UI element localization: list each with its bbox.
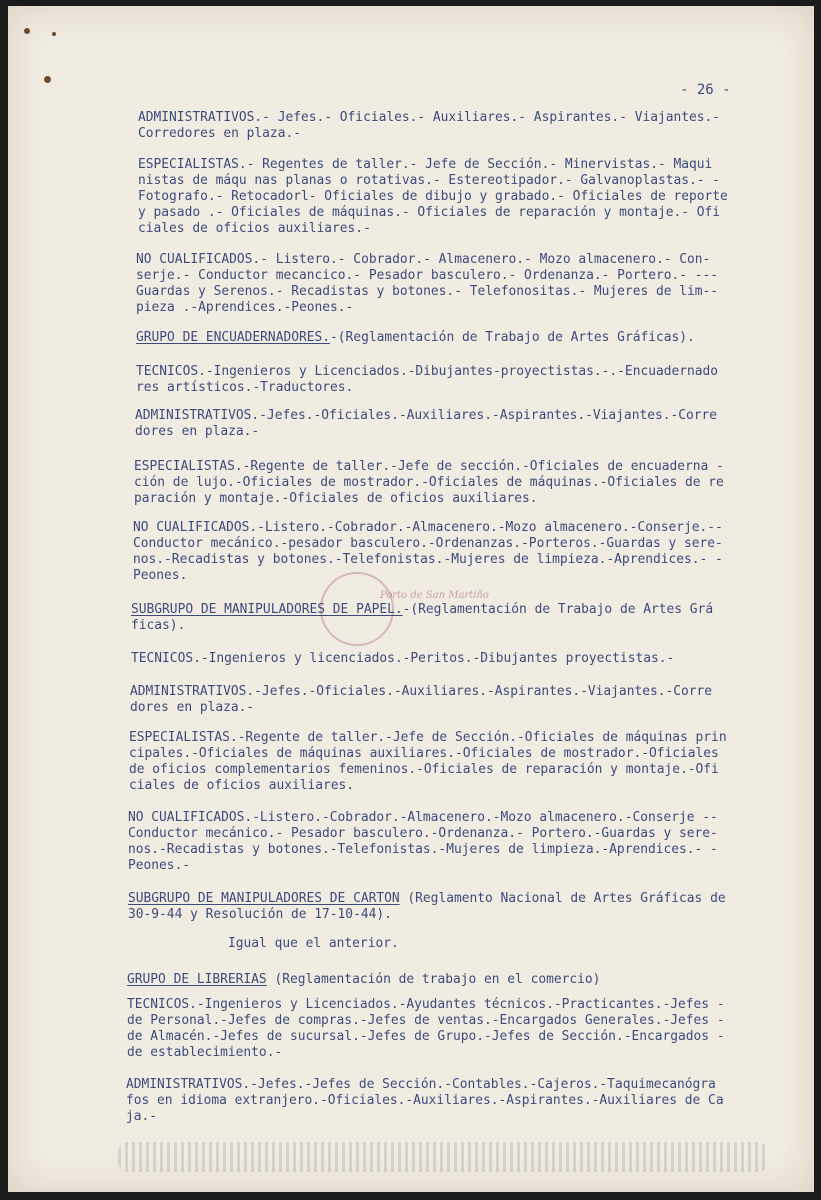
paragraph bbox=[129, 730, 727, 794]
paragraph-text: ESPECIALISTAS.-Regente de taller.-Jefe de sección.-Oficiales de encuaderna - ción de lujo.-Oficiales de mostrador.-Oficiales de máquinas.-Oficiales de re paración y montaje.-Oficiales de oficios auxiliares. bbox=[134, 459, 724, 506]
paragraph bbox=[228, 936, 399, 952]
punch-hole-mark bbox=[44, 76, 51, 83]
paragraph-text: ADMINISTRATIVOS.-Jefes.-Oficiales.-Auxiliares.-Aspirantes.-Viajantes.-Corre dores en plaza.- bbox=[135, 408, 718, 439]
page-number: - 26 - bbox=[680, 82, 731, 98]
paragraph-text: ADMINISTRATIVOS.- Jefes.- Oficiales.- Auxiliares.- Aspirantes.- Viajantes.- Corredores en plaza.- bbox=[138, 110, 721, 141]
paragraph-text: TECNICOS.-Ingenieros y Licenciados.-Dibujantes-proyectistas.-.-Encuadernado res artísticos.-Traductores. bbox=[136, 364, 719, 395]
paragraph bbox=[136, 252, 718, 316]
paragraph-text: NO CUALIFICADOS.-Listero.-Cobrador.-Almacenero.-Mozo almacenero.-Conserje.-- Conductor mecánico.-pesador basculero.-Ordenanzas.-Porteros.-Guardas y sere- nos.-Recadistas y botones.-Telefonistas.-Mujeres de limpieza.-Aprendices.- - Peones. bbox=[133, 520, 723, 583]
punch-hole-mark bbox=[24, 28, 30, 34]
section-heading: SUBGRUPO DE MANIPULADORES DE PAPEL. bbox=[131, 602, 403, 617]
paragraph bbox=[136, 364, 718, 396]
paragraph bbox=[133, 520, 723, 584]
section-heading: GRUPO DE LIBRERIAS bbox=[127, 972, 267, 987]
paragraph-text: ADMINISTRATIVOS.-Jefes.-Jefes de Sección.-Contables.-Cajeros.-Taquimecanógra fos en idioma extranjero.-Oficiales.-Auxiliares.-Aspirantes.-Auxiliares de Ca ja.- bbox=[126, 1077, 724, 1124]
bottom-stain bbox=[118, 1142, 768, 1172]
punch-hole-mark bbox=[52, 32, 56, 36]
paragraph bbox=[135, 408, 717, 440]
section-heading-paragraph bbox=[127, 972, 600, 988]
paragraph-text: ESPECIALISTAS.-Regente de taller.-Jefe de Sección.-Oficiales de máquinas prin cipales.-Oficiales de máquinas auxiliares.-Oficiales de mostrador.-Oficiales de oficios complementarios femeninos.-Oficiales de reparación y montaje.-Ofi ciales de oficios auxiliares. bbox=[129, 730, 727, 793]
paragraph-text: ADMINISTRATIVOS.-Jefes.-Oficiales.-Auxiliares.-Aspirantes.-Viajantes.-Corre dores en plaza.- bbox=[130, 684, 713, 715]
section-heading-paragraph bbox=[131, 602, 713, 634]
section-heading-paragraph bbox=[136, 330, 695, 346]
section-heading-paragraph bbox=[128, 891, 726, 923]
paragraph bbox=[127, 997, 725, 1061]
paragraph-text: NO CUALIFICADOS.- Listero.- Cobrador.- Almacenero.- Mozo almacenero.- Con- serje.- Conductor mecancico.- Pesador basculero.- Ordenanza.- Portero.- --- Guardas y Serenos.- Recadistas y botones.- Telefonositas.- Mujeres de lim-- pieza .-Aprendices.-Peones.- bbox=[136, 252, 719, 315]
paragraph-text: (Reglamento Nacional de Artes Gráficas de 30-9-44 y Resolución de 17-10-44). bbox=[128, 891, 726, 922]
seal-stamp-text: Porto de San Martiño bbox=[380, 590, 489, 601]
paragraph-text: -(Reglamentación de Trabajo de Artes Gráficas). bbox=[330, 330, 695, 345]
paragraph bbox=[126, 1077, 724, 1125]
paragraph-text: TECNICOS.-Ingenieros y licenciados.-Peritos.-Dibujantes proyectistas.- bbox=[131, 651, 675, 666]
paragraph bbox=[138, 110, 720, 142]
paragraph-text: TECNICOS.-Ingenieros y Licenciados.-Ayudantes técnicos.-Practicantes.-Jefes - de Personal.-Jefes de compras.-Jefes de ventas.-Encargados Generales.-Jefes - de Almacén.-Jefes de sucursal.-Jefes de Grupo.-Jefes de Sección.-Encargados - de establecimiento.- bbox=[127, 997, 725, 1060]
paragraph-text: NO CUALIFICADOS.-Listero.-Cobrador.-Almacenero.-Mozo almacenero.-Conserje -- Conductor mecánico.- Pesador basculero.-Ordenanza.- Portero.-Guardas y sere- nos.-Recadistas y botones.-Telefonistas.-Mujeres de limpieza.-Aprendices.- - Peones.- bbox=[128, 810, 718, 873]
paragraph-text: Igual que el anterior. bbox=[228, 936, 399, 951]
paragraph bbox=[134, 459, 724, 507]
paragraph bbox=[128, 810, 718, 874]
section-heading: GRUPO DE ENCUADERNADORES. bbox=[136, 330, 331, 345]
paragraph bbox=[131, 651, 674, 667]
paragraph bbox=[138, 157, 728, 237]
paragraph-text: ESPECIALISTAS.- Regentes de taller.- Jefe de Sección.- Minervistas.- Maqui nistas de máqu nas planas o rotativas.- Estereotipador.- Galvanoplastas.- - Fotografo.- Retocadorl- Oficiales de dibujo y grabado.- Oficiales de reporte y pasado .- Oficiales de máquinas.- Oficiales de reparación y montaje.- Ofi ciales de oficios auxiliares.- bbox=[138, 157, 728, 236]
paragraph-text: (Reglamentación de trabajo en el comercio) bbox=[266, 972, 601, 987]
paragraph-text: -(Reglamentación de Trabajo de Artes Grá ficas). bbox=[131, 602, 714, 633]
section-heading: SUBGRUPO DE MANIPULADORES DE CARTON bbox=[128, 891, 400, 906]
paragraph bbox=[130, 684, 712, 716]
